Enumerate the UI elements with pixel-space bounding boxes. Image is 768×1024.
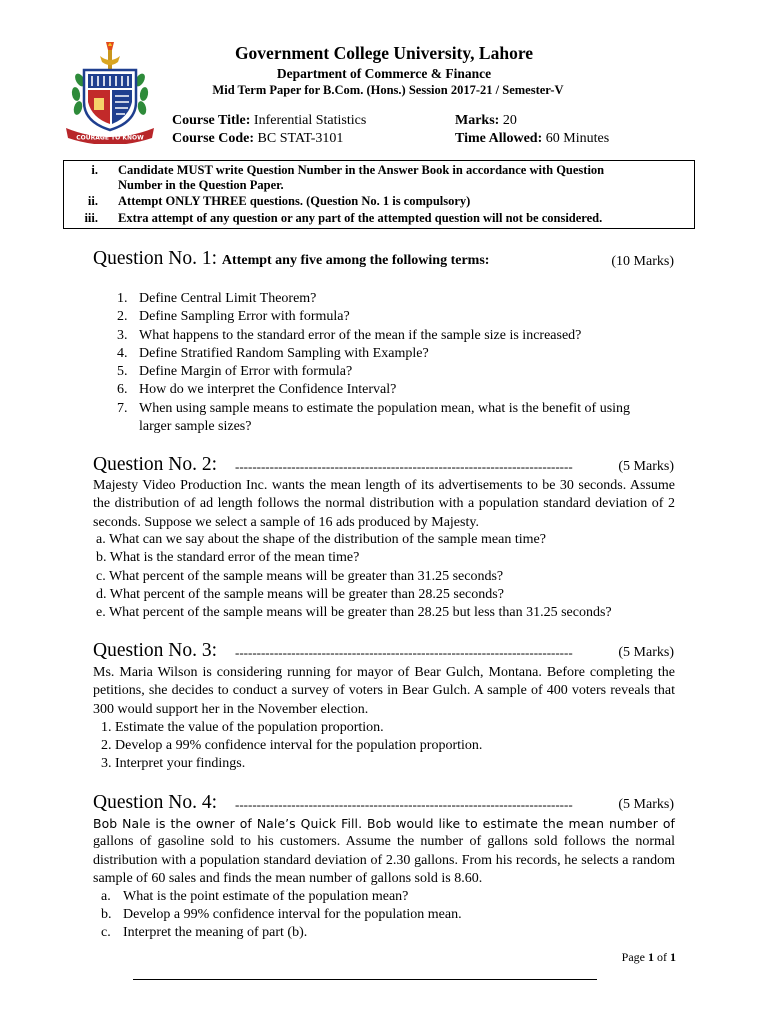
marks-value: 20 — [502, 113, 517, 128]
time-label: Time Allowed: — [455, 131, 543, 146]
question-2-dashes: ------------------------------------------------------------------------------ — [235, 459, 573, 474]
list-item: e. What percent of the sample means will be greater than 28.25 but less than 31.25 seconds? — [96, 605, 612, 620]
list-item: d. What percent of the sample means will be greater than 28.25 seconds? — [96, 587, 504, 602]
list-item-text: What happens to the standard error of the mean if the sample size is increased? — [139, 328, 582, 343]
list-item-number: 5. — [117, 364, 128, 379]
time-allowed — [455, 131, 609, 147]
question-3-title: Question No. 3: — [93, 640, 218, 661]
list-item: 2. Develop a 99% confidence interval for the population proportion. — [101, 738, 483, 753]
list-item-text: What is the point estimate of the population mean? — [123, 889, 409, 904]
list-item-number: 4. — [117, 346, 128, 361]
list-item-number: b. — [101, 907, 112, 922]
list-item-text: Define Sampling Error with formula? — [139, 309, 350, 324]
instruction-text: Attempt ONLY THREE questions. (Question No. 1 is compulsory) — [118, 194, 471, 208]
marks-label: Marks: — [455, 113, 500, 128]
list-item-number: 3. — [117, 328, 128, 343]
list-item-number: 6. — [117, 382, 128, 397]
list-item-text: How do we interpret the Confidence Interval? — [139, 382, 397, 397]
footer-divider — [133, 979, 597, 980]
paper-title: Mid Term Paper for B.Com. (Hons.) Session 2017-21 / Semester-V — [212, 83, 564, 97]
question-2-text: Majesty Video Production Inc. wants the mean length of its advertisements to be 30 seconds. Assume the distribution of ad length follows the normal distribution with a population standard deviation of 2 seconds. Suppose we select a sample of 16 ads produced by Majesty. — [93, 478, 675, 530]
question-4-paragraph — [93, 815, 675, 888]
list-item-number: 7. — [117, 401, 128, 416]
instruction-number: i. — [91, 163, 98, 177]
list-item-text: Interpret the meaning of part (b). — [123, 925, 308, 940]
question-3-marks: (5 Marks) — [618, 645, 674, 660]
course-title-value: Inferential Statistics — [253, 113, 367, 128]
page-total: 1 — [670, 950, 676, 964]
department-name: Department of Commerce & Finance — [276, 66, 492, 81]
list-item: b. What is the standard error of the mean time? — [96, 550, 360, 565]
list-item-text: Define Stratified Random Sampling with Example? — [139, 346, 429, 361]
question-1-marks: (10 Marks) — [611, 254, 674, 269]
list-item-text-continued: larger sample sizes? — [139, 419, 252, 434]
list-item-number: c. — [101, 925, 111, 940]
list-item: 3. Interpret your findings. — [101, 756, 246, 771]
instructions-box — [63, 160, 695, 229]
marks — [455, 113, 517, 129]
instruction-number: iii. — [84, 211, 98, 225]
question-4-marks: (5 Marks) — [618, 797, 674, 812]
question-4-first-line: Bob Nale is the owner of Nale’s Quick Fill. Bob would like to estimate the mean number of — [93, 816, 675, 831]
list-item-number: a. — [101, 889, 111, 904]
question-3-text: Ms. Maria Wilson is considering running for mayor of Bear Gulch, Montana. Before completing the petitions, she decides to conduct a survey of voters in Bear Gulch. A sample of 400 voters reveals that 300 would support her in the November election. — [93, 665, 675, 717]
course-title — [172, 113, 366, 129]
list-item-text: When using sample means to estimate the population mean, what is the benefit of using — [139, 401, 631, 416]
question-1-subtitle: Attempt any five among the following terms: — [221, 253, 490, 268]
list-item: 1. Estimate the value of the population proportion. — [101, 720, 384, 735]
instruction-number: ii. — [87, 194, 98, 208]
instruction-text: Extra attempt of any question or any part of the attempted question will not be considered. — [118, 211, 603, 225]
course-code-label: Course Code: — [172, 131, 255, 146]
instruction-text: Candidate MUST write Question Number in the Answer Book in accordance with Question — [118, 163, 605, 177]
question-2-paragraph — [93, 477, 675, 532]
course-title-label: Course Title: — [172, 113, 251, 128]
question-2-title: Question No. 2: — [93, 454, 218, 475]
question-2-marks: (5 Marks) — [618, 459, 674, 474]
question-1-title: Question No. 1: — [93, 248, 218, 269]
question-4-title: Question No. 4: — [93, 792, 218, 813]
page-label: Page — [621, 950, 645, 964]
list-item-number: 1. — [117, 291, 128, 306]
list-item-text: Develop a 99% confidence interval for the population mean. — [123, 907, 462, 922]
time-value: 60 Minutes — [545, 131, 610, 146]
page-current: 1 — [648, 950, 654, 964]
page-of-label: of — [657, 950, 667, 964]
question-3-paragraph — [93, 664, 675, 719]
list-item-text: Define Margin of Error with formula? — [139, 364, 353, 379]
list-item-text: Define Central Limit Theorem? — [139, 291, 317, 306]
list-item-number: 2. — [117, 309, 128, 324]
list-item: c. What percent of the sample means will be greater than 31.25 seconds? — [96, 569, 504, 584]
question-3-dashes: ------------------------------------------------------------------------------ — [235, 645, 573, 660]
course-code — [172, 131, 343, 147]
university-name: Government College University, Lahore — [234, 43, 534, 63]
page-number — [622, 950, 676, 965]
course-code-value: BC STAT-3101 — [257, 131, 344, 146]
question-4-text: gallons of gasoline sold to his customers. Assume the number of gallons sold follows the normal distribution with a population standard deviation of 2.30 gallons. From his records, he selects a random sample of 60 sales and finds the mean number of gallons sold is 8.60. — [93, 834, 675, 886]
motto-text: COURAGE TO KNOW — [76, 134, 144, 142]
list-item: a. What can we say about the shape of the distribution of the sample mean time? — [96, 532, 546, 547]
question-4-dashes: ------------------------------------------------------------------------------ — [235, 797, 573, 812]
question-1-heading — [93, 248, 489, 270]
instruction-text: Number in the Question Paper. — [118, 178, 284, 192]
